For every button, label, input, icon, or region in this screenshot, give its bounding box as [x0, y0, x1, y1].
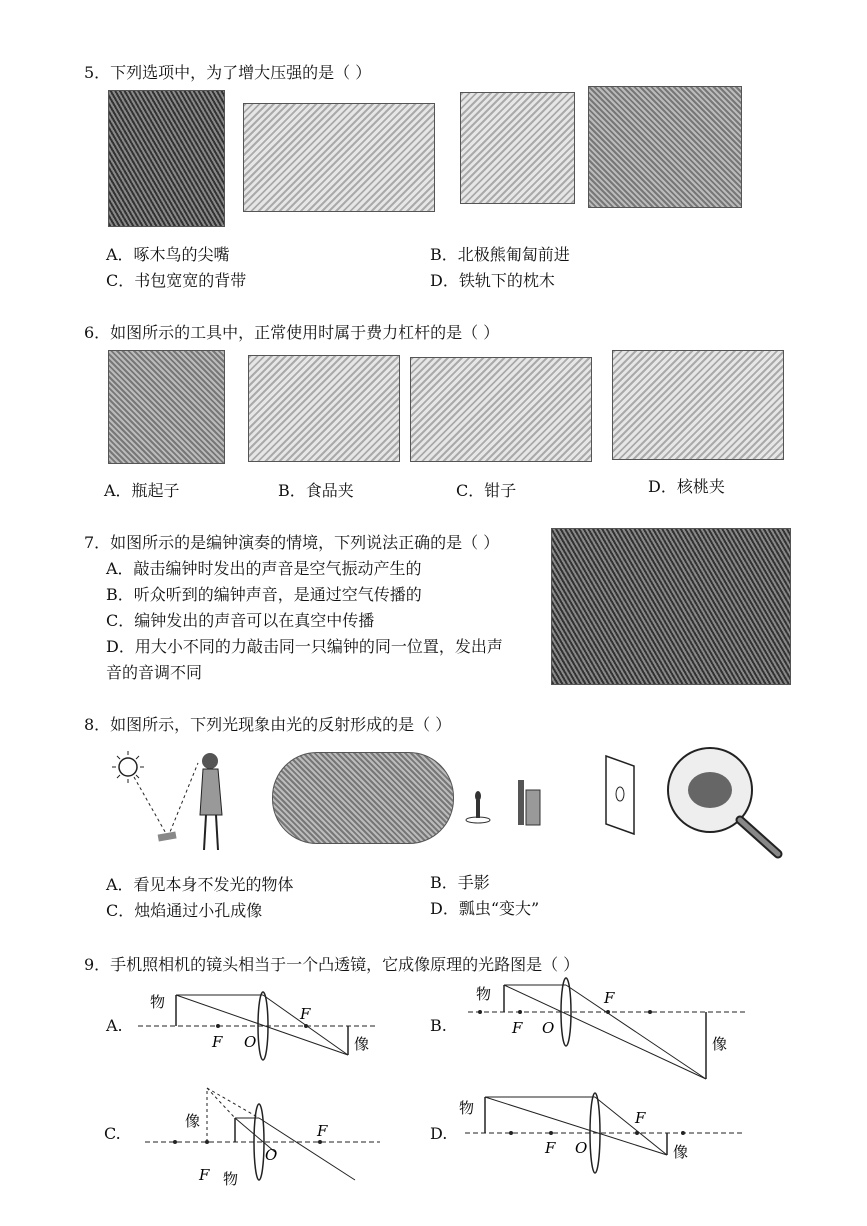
- diagram-a-image-label: 像: [354, 1035, 370, 1053]
- diagram-d-f2: F: [635, 1109, 646, 1127]
- diagram-c-image-label: 像: [185, 1112, 201, 1130]
- diagram-c-o: O: [265, 1146, 278, 1164]
- diagram-d-image-label: 像: [673, 1143, 689, 1161]
- q6-option-c: C．钳子: [456, 481, 517, 500]
- diagram-a-f1: F: [212, 1033, 223, 1051]
- q6-stem: 6．如图所示的工具中，正常使用时属于费力杠杆的是（ ）: [84, 323, 500, 342]
- q9-stem: 9．手机照相机的镜头相当于一个凸透镜，它成像原理的光路图是（ ）: [84, 955, 580, 974]
- q5-option-a: A．啄木鸟的尖嘴: [106, 245, 230, 264]
- backpack-photo: [460, 92, 575, 204]
- q6-option-d: D．核桃夹: [648, 477, 725, 496]
- diagram-a-f2: F: [300, 1005, 311, 1023]
- nutcracker-photo: [612, 350, 784, 460]
- lens-diagram-b: [458, 975, 758, 1085]
- lens-diagram-a: [128, 985, 388, 1070]
- diagram-b-image-label: 像: [712, 1035, 728, 1053]
- diagram-a-o: O: [244, 1033, 257, 1051]
- diagram-c-f1: F: [199, 1166, 210, 1184]
- diagram-d-object-label: 物: [459, 1099, 475, 1117]
- q5-stem: 5．下列选项中，为了增大压强的是（ ）: [84, 63, 372, 82]
- food-tongs-photo: [248, 355, 400, 462]
- q8-option-c: C．烛焰通过小孔成像: [106, 901, 263, 920]
- q9-label-b: B.: [430, 1016, 447, 1035]
- q5-option-d: D．铁轨下的枕木: [430, 271, 555, 290]
- q8-option-a: A．看见本身不发光的物体: [106, 875, 294, 894]
- q7-option-d: D．用大小不同的力敲击同一只编钟的同一位置，发出声: [106, 637, 503, 656]
- pinhole-figure: [462, 770, 562, 830]
- diagram-b-o: O: [542, 1019, 555, 1037]
- q5-option-c: C．书包宽宽的背带: [106, 271, 247, 290]
- q9-label-d: D.: [430, 1124, 448, 1143]
- lens-diagram-d: [455, 1085, 755, 1185]
- q7-option-a: A．敲击编钟时发出的声音是空气振动产生的: [106, 559, 422, 578]
- diagram-a-object-label: 物: [150, 993, 166, 1011]
- q6-option-a: A．瓶起子: [104, 481, 180, 500]
- diagram-b-f2: F: [604, 989, 615, 1007]
- bianzhong-photo: [551, 528, 791, 685]
- q7-stem: 7．如图所示的是编钟演奏的情境，下列说法正确的是（ ）: [84, 533, 500, 552]
- q8-option-b: B．手影: [430, 873, 490, 892]
- q9-label-a: A.: [106, 1016, 123, 1035]
- diagram-b-f1: F: [512, 1019, 523, 1037]
- bottle-opener-photo: [108, 350, 225, 464]
- q7-option-b: B．听众听到的编钟声音，是通过空气传播的: [106, 585, 422, 604]
- railway-photo: [588, 86, 742, 208]
- diagram-c-f2: F: [317, 1122, 328, 1140]
- woodpecker-photo: [108, 90, 225, 227]
- q6-option-b: B．食品夹: [278, 481, 354, 500]
- q8-stem: 8．如图所示，下列光现象由光的反射形成的是（ ）: [84, 715, 452, 734]
- diagram-b-object-label: 物: [476, 985, 492, 1003]
- diagram-d-f1: F: [545, 1139, 556, 1157]
- reflection-figure: [100, 745, 250, 860]
- pliers-photo: [410, 357, 592, 462]
- hand-shadow-photo: [272, 752, 454, 844]
- q7-option-c: C．编钟发出的声音可以在真空中传播: [106, 611, 375, 630]
- screen-figure: [600, 752, 640, 837]
- diagram-c-object-label: 物: [223, 1170, 239, 1188]
- magnifier-figure: [660, 742, 785, 862]
- q7-option-d-continued: 音的音调不同: [106, 663, 203, 682]
- q8-option-d: D．瓢虫“变大”: [430, 899, 540, 918]
- polar-bear-photo: [243, 103, 435, 212]
- q5-option-b: B．北极熊匍匐前进: [430, 245, 570, 264]
- diagram-d-o: O: [575, 1139, 588, 1157]
- q9-label-c: C.: [104, 1124, 121, 1143]
- lens-diagram-c: [135, 1080, 390, 1190]
